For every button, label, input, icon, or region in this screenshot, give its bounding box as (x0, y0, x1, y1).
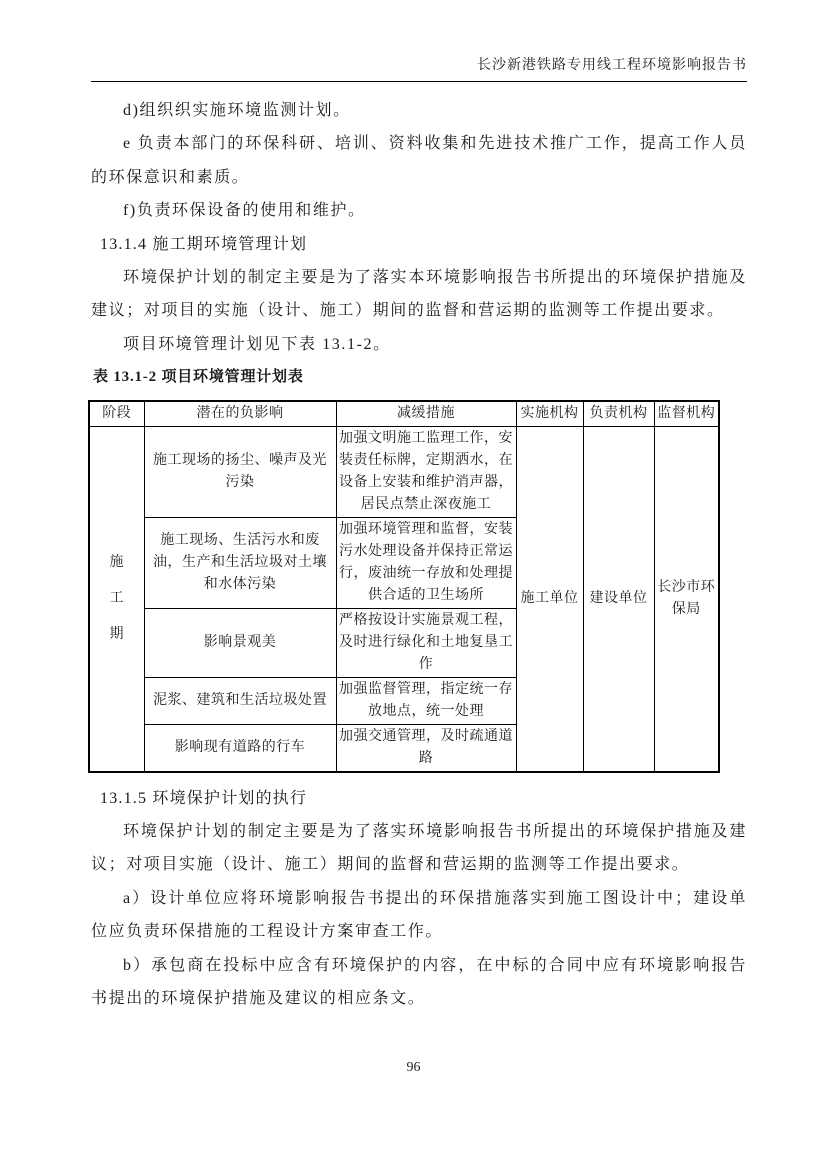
section-heading-13-1-5: 13.1.5 环境保护计划的执行 (100, 789, 308, 807)
header-title: 长沙新港铁路专用线工程环境影响报告书 (477, 58, 747, 73)
table-header-row (89, 401, 719, 427)
paragraph-item-d: d)组织织实施环境监测计划。 (123, 102, 351, 119)
stage-label: 施工期 (109, 554, 124, 642)
col-header-implement-org: 实施机构 (516, 401, 583, 427)
body-text (91, 94, 747, 1016)
cell-responsible-org: 建设单位 (583, 426, 654, 772)
col-header-impact: 潜在的负影响 (144, 401, 336, 427)
paragraph-item-e: e 负责本部门的环保科研、培训、资料收集和先进技术推广工作，提高工作人员的环保意识和素质。 (91, 135, 747, 186)
management-plan-table (88, 400, 720, 773)
table-caption: 表 13.1-2 项目环境管理计划表 (93, 369, 304, 386)
cell-measure: 加强文明施工监理工作，安装责任标牌，定期洒水，在设备上安装和维护消声器，居民点禁止深夜施工 (336, 426, 516, 517)
cell-impact: 影响景观美 (144, 608, 336, 677)
section-heading-13-1-4: 13.1.4 施工期环境管理计划 (100, 235, 308, 253)
cell-measure: 加强交通管理，及时疏通道路 (336, 724, 516, 772)
col-header-measure: 减缓措施 (336, 401, 516, 427)
col-header-responsible-org: 负责机构 (583, 401, 654, 427)
paragraph-plan-definition-2: 环境保护计划的制定主要是为了落实环境影响报告书所提出的环境保护措施及建议；对项目实施（设计、施工）期间的监督和营运期的监测等工作提出要求。 (91, 823, 747, 874)
cell-measure: 严格按设计实施景观工程，及时进行绿化和土地复垦工作 (336, 608, 516, 677)
cell-impact: 影响现有道路的行车 (144, 724, 336, 772)
cell-implement-org: 施工单位 (516, 426, 583, 772)
table-row (89, 426, 719, 517)
col-header-supervise-org: 监督机构 (654, 401, 719, 427)
page-header (91, 56, 747, 82)
cell-impact: 施工现场、生活污水和废油，生产和生活垃圾对土壤和水体污染 (144, 517, 336, 608)
cell-impact: 施工现场的扬尘、噪声及光污染 (144, 426, 336, 517)
cell-stage (89, 426, 144, 772)
cell-measure: 加强环境管理和监督，安装污水处理设备并保持正常运行，废油统一存放和处理提供合适的卫生场所 (336, 517, 516, 608)
paragraph-item-b: b）承包商在投标中应含有环境保护的内容，在中标的合同中应有环境影响报告书提出的环境保护措施及建议的相应条文。 (91, 956, 747, 1008)
content-area (91, 0, 747, 1016)
cell-supervise-org: 长沙市环保局 (654, 426, 719, 772)
col-header-stage: 阶段 (89, 401, 144, 427)
cell-measure: 加强监督管理，指定统一存放地点，统一处理 (336, 677, 516, 724)
paragraph-plan-definition-1: 环境保护计划的制定主要是为了落实本环境影响报告书所提出的环境保护措施及建议；对项目的实施（设计、施工）期间的监督和营运期的监测等工作提出要求。 (91, 269, 747, 320)
paragraph-item-f: f)负责环保设备的使用和维护。 (123, 202, 366, 220)
page-number: 96 (406, 1060, 421, 1075)
cell-impact: 泥浆、建筑和生活垃圾处置 (144, 677, 336, 724)
paragraph-item-a: a）设计单位应将环境影响报告书提出的环保措施落实到施工图设计中；建设单位应负责环保措施的工程设计方案审查工作。 (91, 889, 747, 941)
paragraph-see-table: 项目环境管理计划见下表 13.1-2。 (123, 335, 391, 353)
